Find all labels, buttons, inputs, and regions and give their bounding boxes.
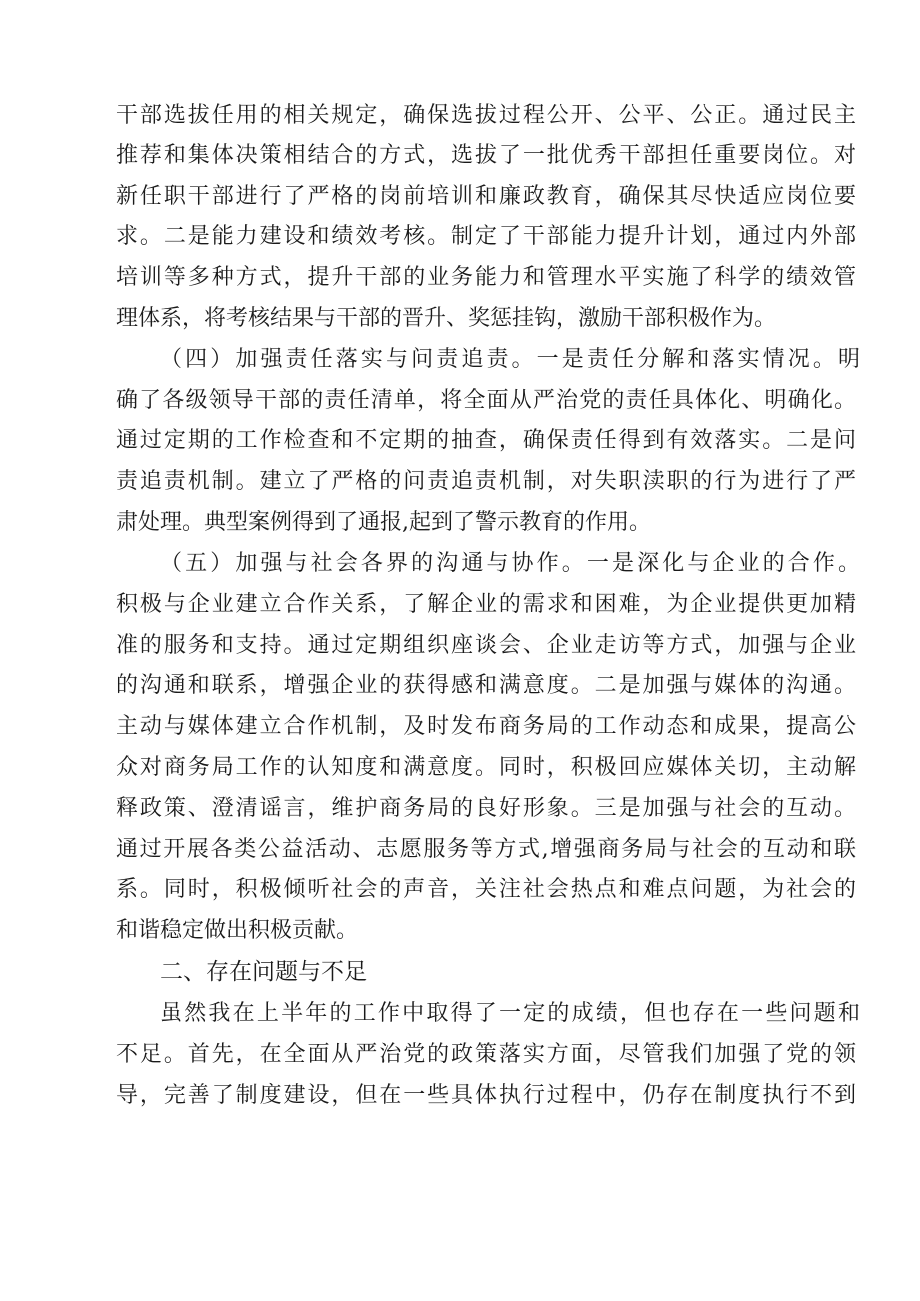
paragraph-line: 新任职干部进行了严格的岗前培训和廉政教育，确保其尽快适应岗位要	[116, 184, 856, 209]
paragraph-line: （五）加强与社会各界的沟通与协作。一是深化与企业的合作。	[160, 551, 860, 576]
paragraph-line: 通过开展各类公益活动、志愿服务等方式,增强商务局与社会的互动和联	[116, 837, 856, 862]
paragraph-line: 系。同时，积极倾听社会的声音，关注社会热点和难点问题，为社会的	[116, 877, 856, 902]
paragraph-line: 积极与企业建立合作关系，了解企业的需求和困难，为企业提供更加精	[116, 592, 856, 617]
paragraph-line: 培训等多种方式，提升干部的业务能力和管理水平实施了科学的绩效管	[116, 265, 856, 290]
paragraph-line: 和谐稳定做出积极贡献。	[116, 918, 359, 943]
paragraph-line: 的沟通和联系，增强企业的获得感和满意度。二是加强与媒体的沟通。	[116, 673, 856, 698]
paragraph-line: 主动与媒体建立合作机制，及时发布商务局的工作动态和成果，提高公	[116, 714, 856, 739]
paragraph-line: 虽然我在上半年的工作中取得了一定的成绩，但也存在一些问题和	[160, 1001, 860, 1026]
paragraph-line: 求。二是能力建设和绩效考核。制定了干部能力提升计划，通过内外部	[116, 224, 856, 249]
paragraph-line: 释政策、澄清谣言，维护商务局的良好形象。三是加强与社会的互动。	[116, 796, 856, 821]
paragraph-line: 不足。首先，在全面从严治党的政策落实方面，尽管我们加强了党的领	[116, 1042, 856, 1067]
section-heading: 二、存在问题与不足	[160, 959, 367, 985]
paragraph-line: 准的服务和支持。通过定期组织座谈会、企业走访等方式，加强与企业	[116, 633, 856, 658]
paragraph-line: 干部选拔任用的相关规定，确保选拔过程公开、公平、公正。通过民主	[116, 103, 856, 128]
paragraph-line: 责追责机制。建立了严格的问责追责机制，对失职渎职的行为进行了严	[116, 469, 856, 494]
paragraph-line: 通过定期的工作检查和不定期的抽查，确保责任得到有效落实。二是问	[116, 428, 856, 453]
paragraph-line: 肃处理。典型案例得到了通报,起到了警示教育的作用。	[116, 510, 651, 535]
paragraph-line: 众对商务局工作的认知度和满意度。同时，积极回应媒体关切，主动解	[116, 755, 856, 780]
paragraph-line: 导，完善了制度建设，但在一些具体执行过程中，仍存在制度执行不到	[116, 1083, 856, 1108]
paragraph-line: 确了各级领导干部的责任清单，将全面从严治党的责任具体化、明确化。	[116, 388, 856, 413]
paragraph-line: 理体系，将考核结果与干部的晋升、奖惩挂钩，激励干部积极作为。	[116, 306, 777, 331]
paragraph-line: 推荐和集体决策相结合的方式，选拔了一批优秀干部担任重要岗位。对	[116, 143, 856, 168]
paragraph-line: （四）加强责任落实与问责追责。一是责任分解和落实情况。明	[160, 347, 860, 372]
